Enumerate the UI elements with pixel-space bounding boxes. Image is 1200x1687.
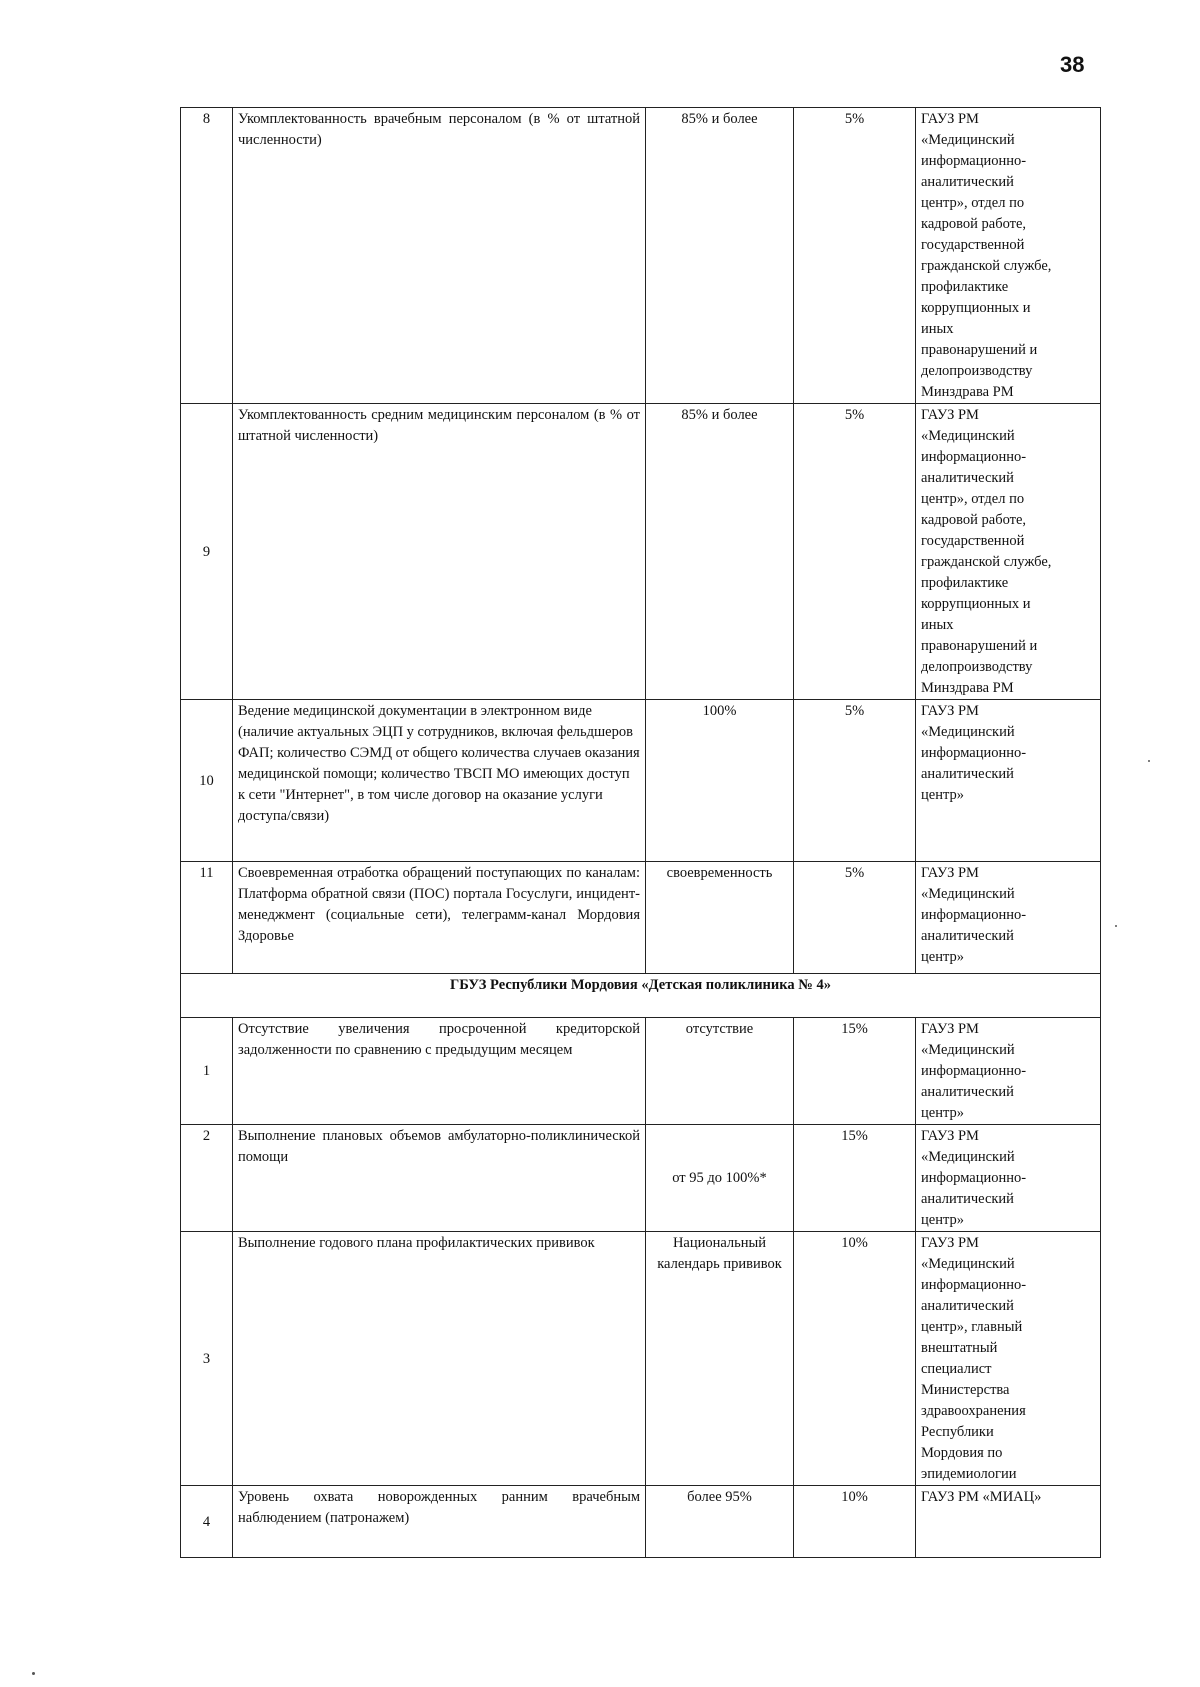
weight-cell: 5%	[794, 700, 916, 862]
responsible-line: Республики	[921, 1424, 994, 1440]
criteria-table	[180, 107, 1101, 1558]
table-row	[181, 108, 1101, 404]
responsible-line: «Медицинский	[921, 1149, 1015, 1165]
responsible-line: информационно-	[921, 745, 1027, 761]
responsible-line: ГАУЗ РМ	[921, 703, 979, 719]
responsible-line: центр»	[921, 787, 964, 803]
row-number: 2	[181, 1125, 233, 1232]
weight-cell: 5%	[794, 862, 916, 974]
responsible-line: аналитический	[921, 1298, 1014, 1314]
weight-cell: 10%	[794, 1486, 916, 1558]
responsible-cell	[916, 862, 1101, 974]
value-cell: 85% и более	[646, 404, 794, 700]
responsible-line: делопроизводству	[921, 659, 1033, 675]
responsible-cell	[916, 1125, 1101, 1232]
responsible-line: здравоохранения	[921, 1403, 1026, 1419]
criterion-cell: Укомплектованность врачебным персоналом (в % от штатной численности)	[233, 108, 646, 404]
responsible-line: ГАУЗ РМ	[921, 111, 979, 127]
responsible-cell	[916, 1018, 1101, 1125]
responsible-line: внештатный	[921, 1340, 998, 1356]
value-cell: 85% и более	[646, 108, 794, 404]
responsible-line: центр»	[921, 949, 964, 965]
responsible-line: профилактике	[921, 575, 1009, 591]
weight-cell: 5%	[794, 404, 916, 700]
responsible-line: коррупционных и	[921, 300, 1031, 316]
responsible-line: информационно-	[921, 449, 1027, 465]
responsible-line: «Медицинский	[921, 132, 1015, 148]
responsible-line: кадровой работе,	[921, 512, 1027, 528]
responsible-line: аналитический	[921, 766, 1014, 782]
responsible-line: центр», главный	[921, 1319, 1023, 1335]
table-row	[181, 974, 1101, 1018]
responsible-cell	[916, 700, 1101, 862]
responsible-line: информационно-	[921, 1170, 1027, 1186]
responsible-cell	[916, 404, 1101, 700]
responsible-line: Министерства	[921, 1382, 1010, 1398]
criterion-cell: Уровень охвата новорожденных ранним врачебным наблюдением (патронажем)	[233, 1486, 646, 1558]
row-number: 3	[181, 1232, 233, 1486]
section-title: ГБУЗ Республики Мордовия «Детская поликлиника № 4»	[181, 974, 1101, 1018]
responsible-line: ГАУЗ РМ	[921, 1128, 979, 1144]
responsible-line: специалист	[921, 1361, 992, 1377]
table-row	[181, 1018, 1101, 1125]
responsible-line: ГАУЗ РМ	[921, 1021, 979, 1037]
responsible-line: аналитический	[921, 470, 1014, 486]
row-number: 4	[181, 1486, 233, 1558]
responsible-line: государственной	[921, 237, 1025, 253]
value-cell: 100%	[646, 700, 794, 862]
responsible-line: информационно-	[921, 1277, 1027, 1293]
table-row	[181, 1232, 1101, 1486]
responsible-cell	[916, 1486, 1101, 1558]
responsible-line: ГАУЗ РМ	[921, 407, 979, 423]
responsible-line: ГАУЗ РМ	[921, 865, 979, 881]
responsible-line: аналитический	[921, 1191, 1014, 1207]
table-row	[181, 1125, 1101, 1232]
weight-cell: 5%	[794, 108, 916, 404]
weight-cell: 15%	[794, 1125, 916, 1232]
responsible-line: кадровой работе,	[921, 216, 1027, 232]
criterion-cell: Отсутствие увеличения просроченной кредиторской задолженности по сравнению с предыдущим месяцем	[233, 1018, 646, 1125]
responsible-line: Мордовия по	[921, 1445, 1003, 1461]
criterion-cell: Укомплектованность средним медицинским персоналом (в % от штатной численности)	[233, 404, 646, 700]
row-number: 10	[181, 700, 233, 862]
responsible-line: центр»	[921, 1105, 964, 1121]
criterion-cell: Выполнение годового плана профилактических прививок	[233, 1232, 646, 1486]
responsible-line: «Медицинский	[921, 428, 1015, 444]
weight-cell: 15%	[794, 1018, 916, 1125]
row-number: 11	[181, 862, 233, 974]
responsible-line: аналитический	[921, 1084, 1014, 1100]
responsible-line: «Медицинский	[921, 724, 1015, 740]
responsible-line: правонарушений и	[921, 342, 1038, 358]
responsible-line: правонарушений и	[921, 638, 1038, 654]
row-number: 8	[181, 108, 233, 404]
scan-speck	[1148, 760, 1150, 762]
responsible-line: гражданской службе,	[921, 554, 1052, 570]
page-number: 38	[1060, 52, 1085, 77]
responsible-line: аналитический	[921, 174, 1014, 190]
row-number: 1	[181, 1018, 233, 1125]
responsible-cell	[916, 108, 1101, 404]
responsible-line: аналитический	[921, 928, 1014, 944]
responsible-line: иных	[921, 321, 954, 337]
table-row	[181, 700, 1101, 862]
value-cell: отсутствие	[646, 1018, 794, 1125]
responsible-line: центр», отдел по	[921, 491, 1025, 507]
responsible-line: ГАУЗ РМ	[921, 1235, 979, 1251]
row-number: 9	[181, 404, 233, 700]
responsible-line: Минздрава РМ	[921, 384, 1014, 400]
value-cell: более 95%	[646, 1486, 794, 1558]
responsible-line: Минздрава РМ	[921, 680, 1014, 696]
responsible-line: государственной	[921, 533, 1025, 549]
weight-cell: 10%	[794, 1232, 916, 1486]
criterion-cell: Своевременная отработка обращений поступающих по каналам: Платформа обратной связи (ПОС) портала Госуслуги, инцидент-менеджмент (социальные сети), телеграмм-канал Мордовия Здоровье	[233, 862, 646, 974]
responsible-line: «Медицинский	[921, 886, 1015, 902]
value-cell: своевременность	[646, 862, 794, 974]
responsible-line: «Медицинский	[921, 1042, 1015, 1058]
responsible-line: центр»	[921, 1212, 964, 1228]
responsible-line: информационно-	[921, 907, 1027, 923]
value-cell: от 95 до 100%*	[646, 1125, 794, 1232]
table-row	[181, 404, 1101, 700]
table-row	[181, 1486, 1101, 1558]
responsible-line: «Медицинский	[921, 1256, 1015, 1272]
responsible-line: профилактике	[921, 279, 1009, 295]
responsible-line: ГАУЗ РМ «МИАЦ»	[921, 1489, 1042, 1505]
scan-speck	[32, 1672, 35, 1675]
responsible-line: коррупционных и	[921, 596, 1031, 612]
responsible-line: эпидемиологии	[921, 1466, 1017, 1482]
criterion-cell: Выполнение плановых объемов амбулаторно-поликлинической помощи	[233, 1125, 646, 1232]
responsible-line: центр», отдел по	[921, 195, 1025, 211]
responsible-line: делопроизводству	[921, 363, 1033, 379]
responsible-line: гражданской службе,	[921, 258, 1052, 274]
criterion-cell: Ведение медицинской документации в электронном виде (наличие актуальных ЭЦП у сотрудников, включая фельдшеров ФАП; количество СЭМД от общего количества случаев оказания медицинской помощи; количество ТВСП МО имеющих доступ к сети "Интернет", в том числе договор на оказание услуги доступа/связи)	[233, 700, 646, 862]
responsible-line: иных	[921, 617, 954, 633]
responsible-cell	[916, 1232, 1101, 1486]
responsible-line: информационно-	[921, 1063, 1027, 1079]
scan-speck	[1115, 925, 1117, 927]
value-cell: Национальный календарь прививок	[646, 1232, 794, 1486]
table-row	[181, 862, 1101, 974]
responsible-line: информационно-	[921, 153, 1027, 169]
